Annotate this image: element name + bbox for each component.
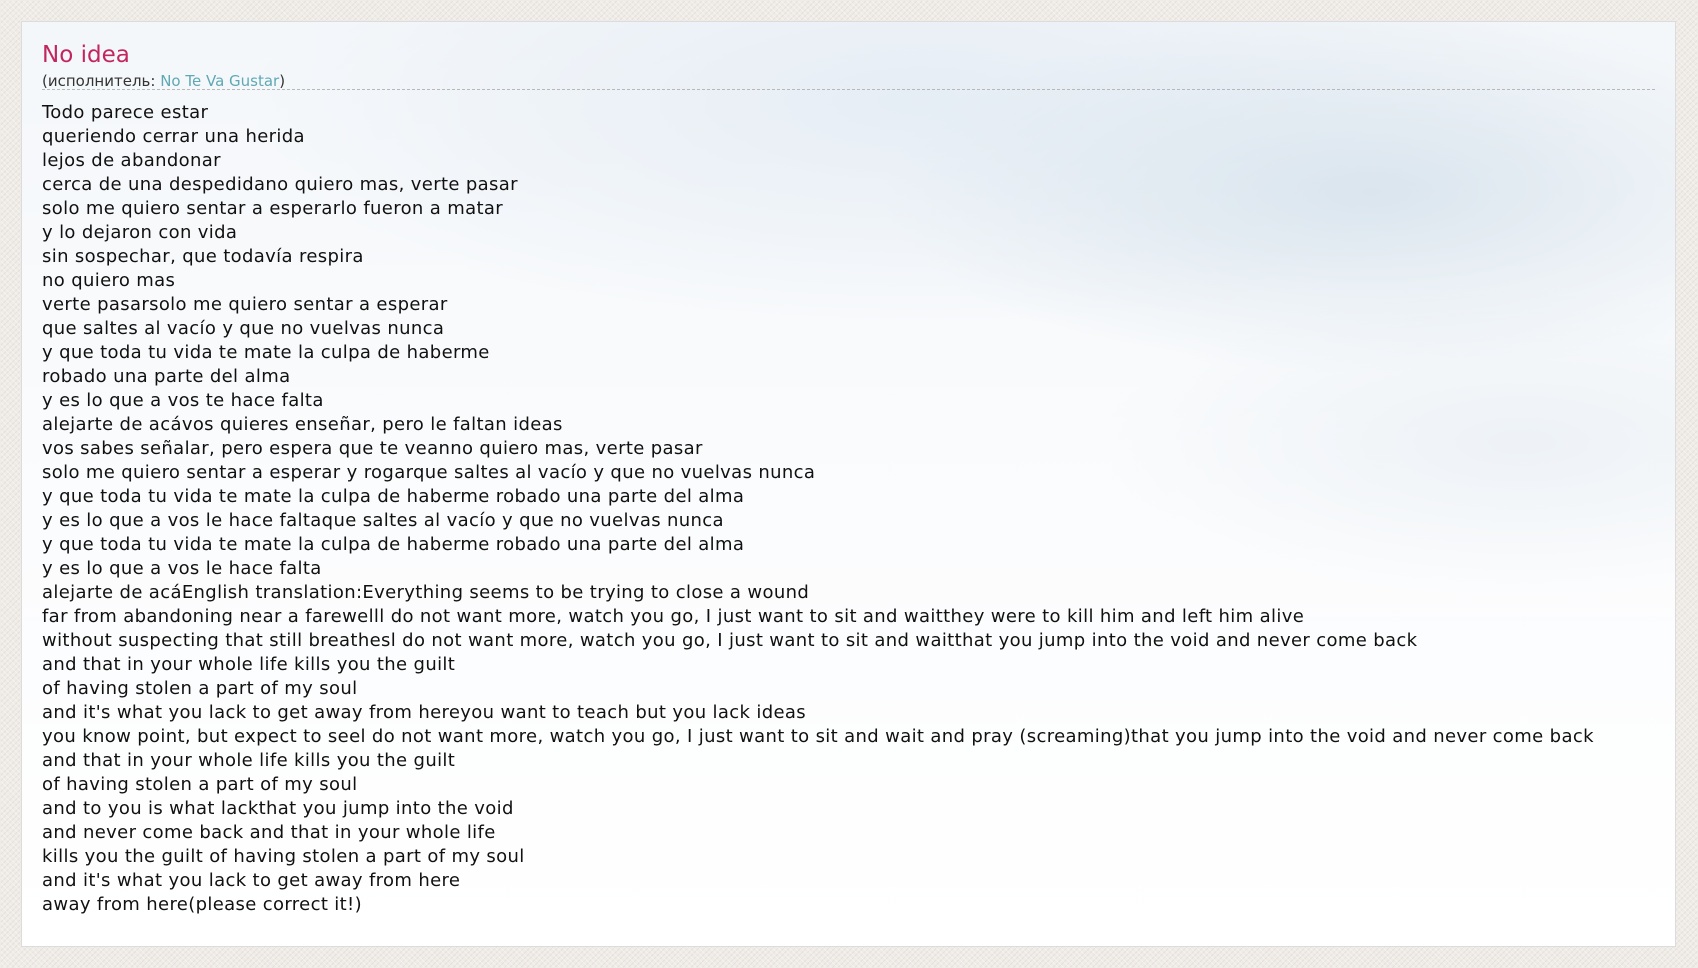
lyric-line: y que toda tu vida te mate la culpa de haberme robado una parte del alma: [42, 534, 745, 555]
lyric-line: queriendo cerrar una herida: [42, 126, 305, 147]
lyric-line: solo me quiero sentar a esperarlo fueron a matar: [42, 198, 504, 219]
lyric-line: of having stolen a part of my soul: [42, 678, 358, 699]
lyric-line: y que toda tu vida te mate la culpa de haberme: [42, 342, 490, 363]
artist-line: [42, 71, 285, 91]
lyric-line: lejos de abandonar: [42, 150, 221, 171]
lyric-line: away from here(please correct it!): [42, 894, 363, 915]
lyric-line: Todo parece estar: [42, 102, 209, 123]
lyric-line: of having stolen a part of my soul: [42, 774, 358, 795]
lyric-line: alejarte de acáEnglish translation:Everything seems to be trying to close a wound: [42, 582, 810, 603]
lyric-line: sin sospechar, que todavía respira: [42, 246, 364, 267]
lyric-line: and never come back and that in your whole life: [42, 822, 496, 843]
lyrics-text: [42, 101, 1675, 917]
lyric-line: y es lo que a vos le hace falta: [42, 558, 322, 579]
lyric-line: no quiero mas: [42, 270, 176, 291]
lyric-line: without suspecting that still breathesl do not want more, watch you go, I just want to sit and waitthat you jump into the void and never come back: [42, 630, 1418, 651]
lyric-line: y es lo que a vos le hace faltaque saltes al vacío y que no vuelvas nunca: [42, 510, 724, 531]
lyric-line: and to you is what lackthat you jump into the void: [42, 798, 514, 819]
lyric-line: verte pasarsolo me quiero sentar a esperar: [42, 294, 448, 315]
artist-prefix: (исполнитель:: [42, 72, 161, 90]
lyric-line: robado una parte del alma: [42, 366, 291, 387]
lyric-line: you know point, but expect to seel do not want more, watch you go, I just want to sit and wait and pray (screaming)that you jump into the void and never come back: [42, 726, 1594, 747]
lyric-line: alejarte de acávos quieres enseñar, pero le faltan ideas: [42, 414, 563, 435]
lyrics-panel: [21, 21, 1676, 947]
lyric-line: and it's what you lack to get away from here: [42, 870, 461, 891]
lyric-line: kills you the guilt of having stolen a part of my soul: [42, 846, 525, 867]
lyric-line: solo me quiero sentar a esperar y rogarque saltes al vacío y que no vuelvas nunca: [42, 462, 816, 483]
song-title: No idea: [42, 42, 130, 68]
lyric-line: cerca de una despedidano quiero mas, verte pasar: [42, 174, 518, 195]
lyric-line: and it's what you lack to get away from hereyou want to teach but you lack ideas: [42, 702, 807, 723]
lyric-line: que saltes al vacío y que no vuelvas nunca: [42, 318, 445, 339]
lyric-line: y lo dejaron con vida: [42, 222, 238, 243]
artist-suffix: ): [279, 72, 286, 90]
lyric-line: and that in your whole life kills you the guilt: [42, 750, 456, 771]
title-divider: [42, 89, 1655, 90]
lyric-line: y que toda tu vida te mate la culpa de haberme robado una parte del alma: [42, 486, 745, 507]
lyric-line: and that in your whole life kills you the guilt: [42, 654, 456, 675]
lyric-line: far from abandoning near a farewelll do not want more, watch you go, I just want to sit and waitthey were to kill him and left him alive: [42, 606, 1305, 627]
lyric-line: y es lo que a vos te hace falta: [42, 390, 324, 411]
artist-link[interactable]: No Te Va Gustar: [160, 72, 280, 90]
lyric-line: vos sabes señalar, pero espera que te veanno quiero mas, verte pasar: [42, 438, 703, 459]
